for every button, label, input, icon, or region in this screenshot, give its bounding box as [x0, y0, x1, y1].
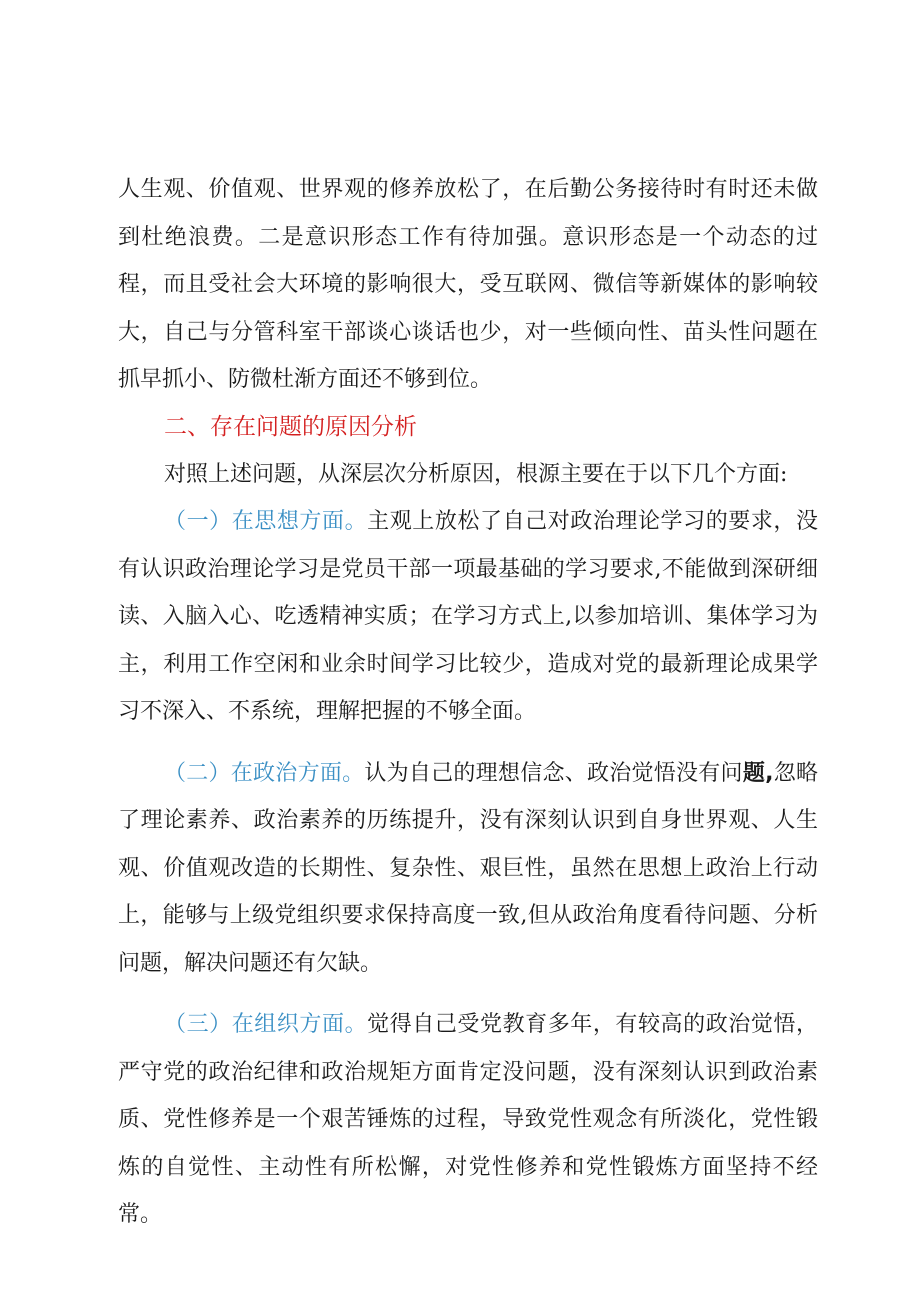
subsection-thought-body: 主观上放松了自己对政治理论学习的要求，没有认识政治理论学习是党员干部一项最基础的学习要求,不能做到深研细读、入脑入心、吃透精神实质；在学习方式上,以参加培训、集体学习为主，利用工作空闲和业余时间学习比较少，造成对党的最新理论成果学习不深入、不系统，理解把握的不够全面。	[118, 509, 818, 724]
intro-paragraph: 对照上述问题，从深层次分析原因，根源主要在于以下几个方面:	[164, 461, 788, 487]
document-body	[118, 166, 818, 1239]
subsection-organization-body: 觉得自己受党教育多年，有较高的政治觉悟，严守党的政治纪律和政治规矩方面肯定没问题，没有深刻认识到政治素质、党性修养是一个艰苦锤炼的过程，导致党性观念有所淡化，党性锻炼的自觉性、主动性有所松懈，对党性修养和党性锻炼方面坚持不经常。	[118, 1012, 818, 1227]
subsection-political	[118, 750, 818, 988]
subsection-political-body-b: 忽略了理论素养、政治素养的历练提升，没有深刻认识到自身世界观、人生观、价值观改造的长期性、复杂性、艰巨性，虽然在思想上政治上行动上，能够与上级党组织要求保持高度一致,但从政治角度看待问题、分析问题，解决问题还有欠缺。	[118, 760, 818, 976]
subsection-political-lead: （二）在政治方面。	[164, 760, 365, 786]
subsection-political-body-a: 认为自己的理想信念、政治觉悟没有问	[364, 760, 743, 786]
subsection-thought-lead: （一）在思想方面。	[164, 509, 368, 534]
subsection-political-bold: 题,	[742, 760, 774, 786]
subsection-organization	[118, 1001, 818, 1239]
section-heading: 二、存在问题的原因分析	[164, 413, 417, 440]
continuation-paragraph: 人生观、价值观、世界观的修养放松了，在后勤公务接待时有时还未做到杜绝浪费。二是意识形态工作有待加强。意识形态是一个动态的过程，而且受社会大环境的影响很大，受互联网、微信等新媒体的影响较大，自己与分管科室干部谈心谈话也少，对一些倾向性、苗头性问题在抓早抓小、防微杜渐方面还不够到位。	[118, 177, 818, 392]
subsection-organization-lead: （三）在组织方面。	[164, 1012, 368, 1037]
subsection-thought	[118, 498, 818, 736]
